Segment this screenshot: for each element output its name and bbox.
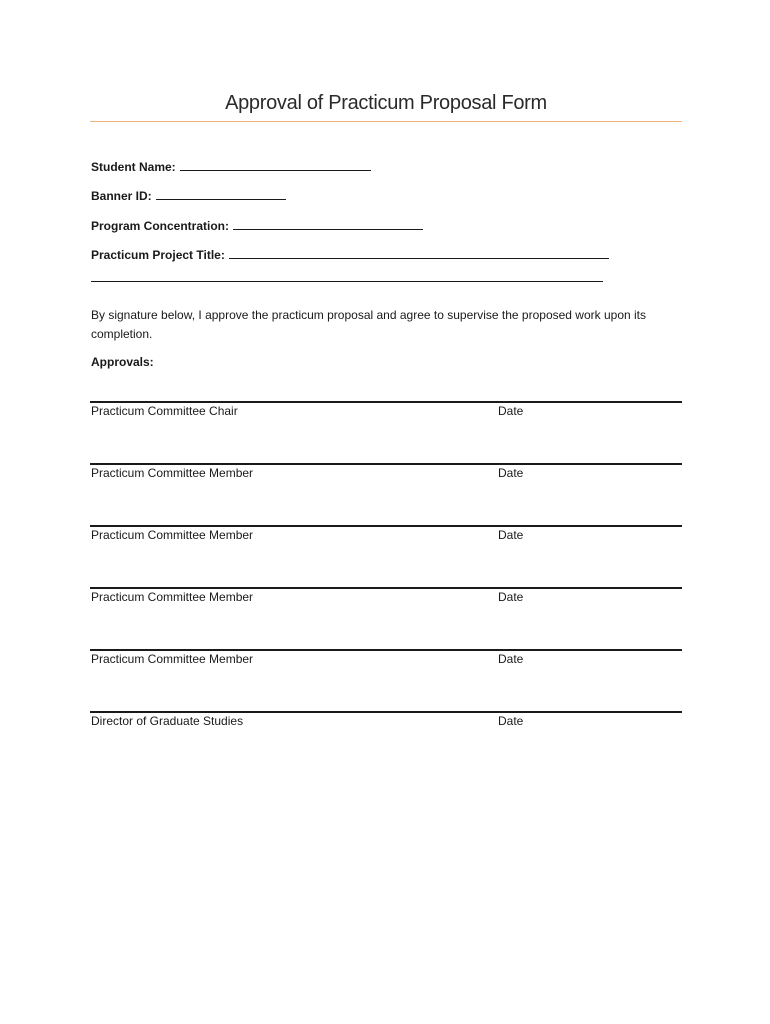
project-title-continuation-blank[interactable] (91, 281, 603, 282)
page-title: Approval of Practicum Proposal Form (225, 92, 547, 114)
signature-role: Practicum Committee Member (91, 590, 254, 604)
signature-date-label: Date (498, 652, 524, 666)
signature-line (90, 463, 682, 465)
approval-statement: By signature below, I approve the practicum proposal and agree to supervise the proposed work upon its completion. (91, 308, 646, 341)
signature-row[interactable] (90, 463, 682, 503)
project-title-label: Practicum Project Title: (91, 248, 225, 262)
signature-row[interactable] (90, 401, 682, 441)
program-concentration-field[interactable] (91, 219, 423, 233)
title-underline (90, 121, 682, 122)
student-name-label: Student Name: (91, 160, 176, 174)
signature-role: Director of Graduate Studies (91, 714, 244, 728)
program-concentration-blank[interactable] (233, 219, 423, 230)
signature-line (90, 525, 682, 527)
signature-date-label: Date (498, 590, 524, 604)
approvals-heading: Approvals: (91, 355, 154, 369)
signature-line (90, 711, 682, 713)
signature-date-label: Date (498, 528, 524, 542)
signature-date-label: Date (498, 466, 524, 480)
signature-line (90, 649, 682, 651)
project-title-blank[interactable] (229, 248, 609, 259)
student-name-field[interactable] (91, 160, 371, 174)
signature-row[interactable] (90, 587, 682, 627)
banner-id-blank[interactable] (156, 189, 286, 200)
signature-date-label: Date (498, 404, 524, 418)
signature-role: Practicum Committee Member (91, 652, 254, 666)
signature-row[interactable] (90, 525, 682, 565)
signature-role: Practicum Committee Member (91, 528, 254, 542)
student-name-blank[interactable] (180, 160, 371, 171)
banner-id-label: Banner ID: (91, 189, 152, 203)
signature-line (90, 587, 682, 589)
program-concentration-label: Program Concentration: (91, 219, 230, 233)
signature-date-label: Date (498, 714, 524, 728)
signature-role: Practicum Committee Chair (91, 404, 238, 418)
signature-row[interactable] (90, 711, 682, 751)
project-title-field[interactable] (91, 248, 609, 262)
signature-role: Practicum Committee Member (91, 466, 254, 480)
banner-id-field[interactable] (91, 189, 286, 203)
signature-line (90, 401, 682, 403)
signature-row[interactable] (90, 649, 682, 689)
